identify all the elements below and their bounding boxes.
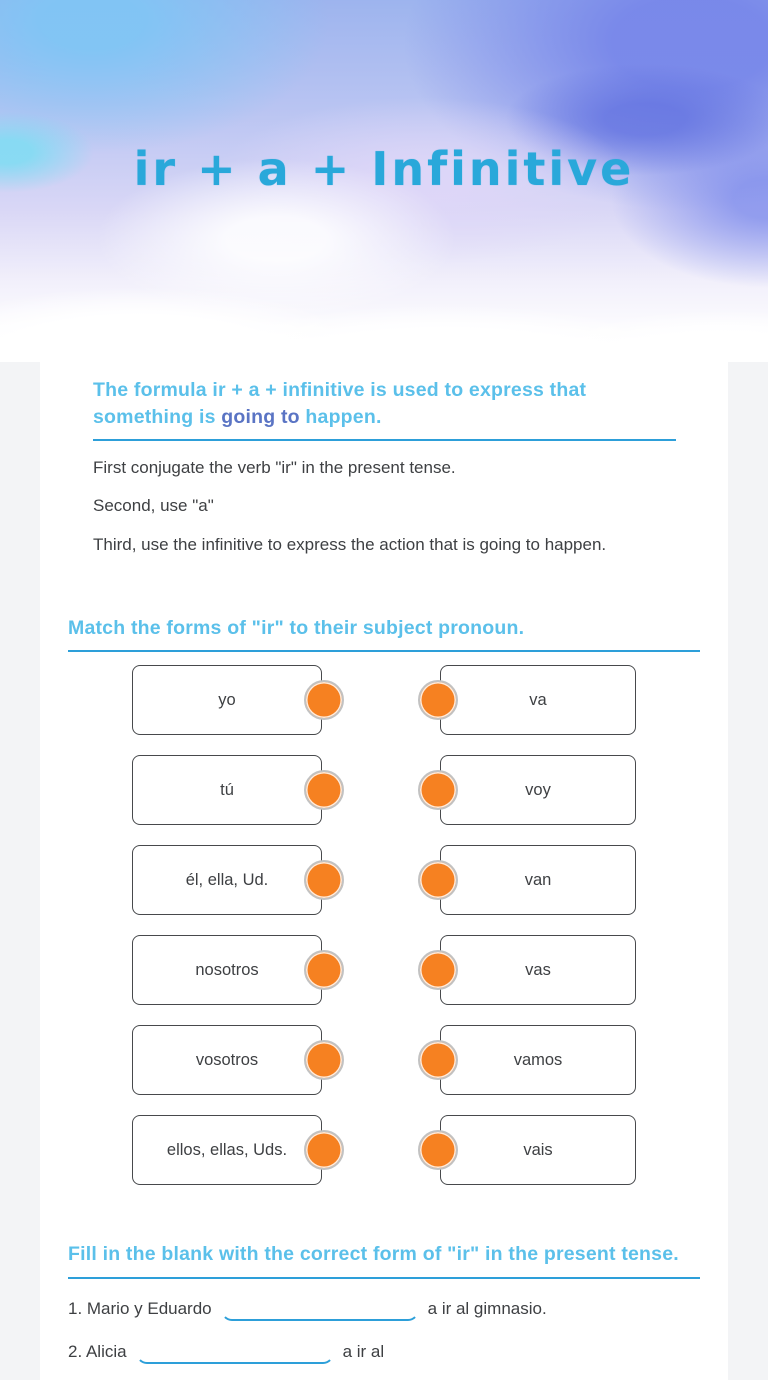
match-row bbox=[132, 755, 636, 825]
section-divider bbox=[93, 439, 676, 441]
match-option-pronoun[interactable] bbox=[132, 935, 322, 1005]
match-option-verbform[interactable] bbox=[440, 665, 636, 735]
worksheet-body bbox=[40, 360, 728, 1380]
match-option-pronoun[interactable] bbox=[132, 1115, 322, 1185]
match-connector-dot[interactable] bbox=[304, 1130, 344, 1170]
fill-heading: Fill in the blank with the correct form of "ir" in the present tense. bbox=[68, 1243, 679, 1266]
match-option-label: nosotros bbox=[195, 960, 259, 979]
match-connector-dot[interactable] bbox=[304, 860, 344, 900]
match-row bbox=[132, 665, 636, 735]
match-option-label: va bbox=[529, 690, 547, 709]
match-option-verbform[interactable] bbox=[440, 1115, 636, 1185]
fill-section bbox=[40, 1241, 728, 1365]
match-connector-dot[interactable] bbox=[418, 770, 458, 810]
fill-question-text-after: a ir al gimnasio. bbox=[427, 1298, 547, 1318]
intro-heading bbox=[93, 377, 676, 430]
match-option-pronoun[interactable] bbox=[132, 755, 322, 825]
match-option-verbform[interactable] bbox=[440, 845, 636, 915]
match-option-verbform[interactable] bbox=[440, 1025, 636, 1095]
match-heading: Match the forms of "ir" to their subject pronoun. bbox=[68, 616, 525, 639]
match-option-verbform[interactable] bbox=[440, 935, 636, 1005]
fill-question-text-before: 1. Mario y Eduardo bbox=[68, 1298, 212, 1318]
match-connector-dot[interactable] bbox=[418, 950, 458, 990]
fill-question-text-before: 2. Alicia bbox=[68, 1342, 127, 1361]
match-option-label: vamos bbox=[513, 1050, 563, 1069]
match-connector-dot[interactable] bbox=[418, 1040, 458, 1080]
worksheet-header bbox=[0, 0, 768, 362]
match-option-label: van bbox=[524, 870, 552, 889]
intro-section bbox=[40, 360, 728, 555]
match-connector-dot[interactable] bbox=[418, 1130, 458, 1170]
match-row bbox=[132, 1025, 636, 1095]
match-option-label: yo bbox=[218, 690, 236, 709]
fill-blank-input[interactable] bbox=[136, 1342, 334, 1364]
match-connector-dot[interactable] bbox=[304, 770, 344, 810]
match-row bbox=[132, 845, 636, 915]
fill-blank-input[interactable] bbox=[221, 1299, 419, 1321]
match-connector-dot[interactable] bbox=[418, 860, 458, 900]
match-row bbox=[132, 935, 636, 1005]
match-connector-dot[interactable] bbox=[304, 680, 344, 720]
intro-heading-text: The formula ir + a + infinitive is used to express that something is bbox=[93, 379, 587, 428]
match-option-label: él, ella, Ud. bbox=[185, 870, 269, 889]
match-option-pronoun[interactable] bbox=[132, 845, 322, 915]
match-section bbox=[40, 615, 728, 1186]
match-row bbox=[132, 1115, 636, 1185]
fill-question-text-after: a ir al bbox=[342, 1342, 385, 1361]
match-connector-dot[interactable] bbox=[304, 950, 344, 990]
match-option-pronoun[interactable] bbox=[132, 1025, 322, 1095]
intro-heading-bold-text: going to bbox=[221, 405, 300, 428]
intro-heading-text-end: happen. bbox=[299, 405, 382, 428]
intro-line-1: First conjugate the verb "ir" in the present tense. bbox=[93, 458, 456, 478]
intro-line-2: Second, use "a" bbox=[93, 496, 214, 516]
match-option-label: voy bbox=[525, 780, 551, 799]
match-option-label: vais bbox=[523, 1140, 553, 1159]
section-divider bbox=[68, 1277, 700, 1279]
fill-question-2 bbox=[68, 1338, 700, 1365]
fill-question-1 bbox=[68, 1295, 700, 1322]
match-option-verbform[interactable] bbox=[440, 755, 636, 825]
match-option-label: ellos, ellas, Uds. bbox=[166, 1140, 288, 1159]
section-divider bbox=[68, 650, 700, 652]
match-connector-dot[interactable] bbox=[418, 680, 458, 720]
match-option-label: tú bbox=[220, 780, 234, 799]
match-connector-dot[interactable] bbox=[304, 1040, 344, 1080]
match-option-pronoun[interactable] bbox=[132, 665, 322, 735]
worksheet-title: ir + a + Infinitive bbox=[133, 142, 635, 196]
match-grid bbox=[68, 665, 700, 1185]
intro-line-3: Third, use the infinitive to express the action that is going to happen. bbox=[93, 534, 607, 554]
match-option-label: vosotros bbox=[195, 1050, 259, 1069]
match-option-label: vas bbox=[525, 960, 551, 979]
